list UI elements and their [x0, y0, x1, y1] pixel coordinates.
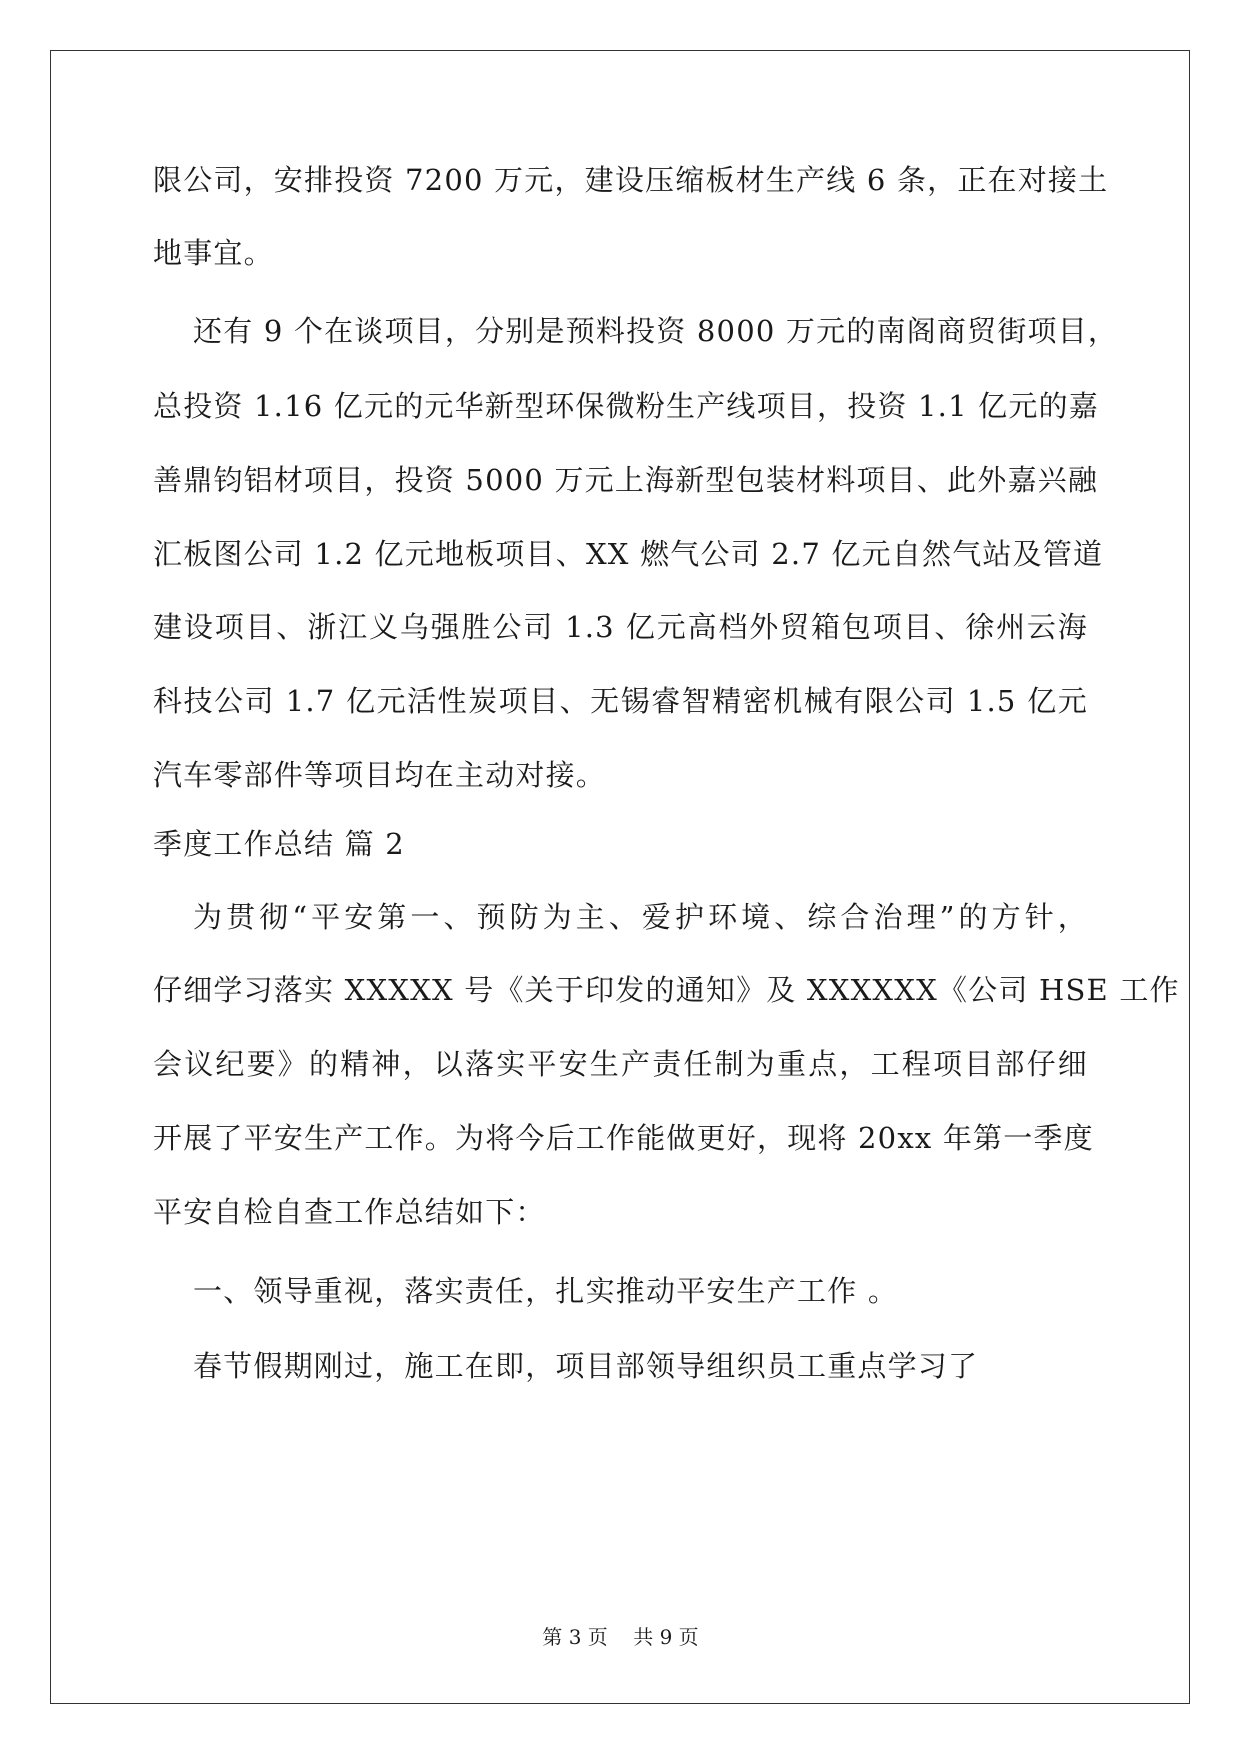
page-number-footer: 第 3 页 共 9 页	[542, 1625, 699, 1649]
text-line: 科技公司 1.7 亿元活性炭项目、无锡睿智精密机械有限公司 1.5 亿元	[153, 684, 1088, 718]
text-line: 总投资 1.16 亿元的元华新型环保微粉生产线项目，投资 1.1 亿元的嘉	[153, 389, 1099, 423]
text-line: 会议纪要》的精神，以落实平安生产责任制为重点，工程项目部仔细	[153, 1047, 1088, 1081]
text-line: 汇板图公司 1.2 亿元地板项目、XX 燃气公司 2.7 亿元自然气站及管道	[153, 537, 1104, 571]
section-heading: 季度工作总结 篇 2	[153, 827, 405, 861]
text-line: 春节假期刚过，施工在即，项目部领导组织员工重点学习了	[193, 1349, 979, 1383]
text-line: 为贯彻“平安第一、预防为主、爱护环境、综合治理”的方针，	[193, 900, 1088, 934]
text-line: 汽车零部件等项目均在主动对接。	[153, 758, 607, 792]
text-line: 仔细学习落实 XXXXX 号《关于印发的通知》及 XXXXXX《公司 HSE 工作	[153, 973, 1180, 1007]
text-line: 一、领导重视，落实责任，扎实推动平安生产工作 。	[193, 1274, 899, 1308]
text-line: 平安自检自查工作总结如下：	[153, 1195, 546, 1229]
text-line: 地事宜。	[153, 236, 274, 270]
page-border	[50, 50, 1190, 1704]
text-line: 限公司，安排投资 7200 万元，建设压缩板材生产线 6 条，正在对接土	[153, 163, 1109, 197]
text-line: 善鼎钧铝材项目，投资 5000 万元上海新型包装材料项目、此外嘉兴融	[153, 463, 1099, 497]
text-line: 开展了平安生产工作。为将今后工作能做更好，现将 20xx 年第一季度	[153, 1121, 1094, 1155]
text-line: 还有 9 个在谈项目，分别是预料投资 8000 万元的南阁商贸街项目，	[193, 314, 1119, 348]
text-line: 建设项目、浙江义乌强胜公司 1.3 亿元高档外贸箱包项目、徐州云海	[153, 610, 1088, 644]
